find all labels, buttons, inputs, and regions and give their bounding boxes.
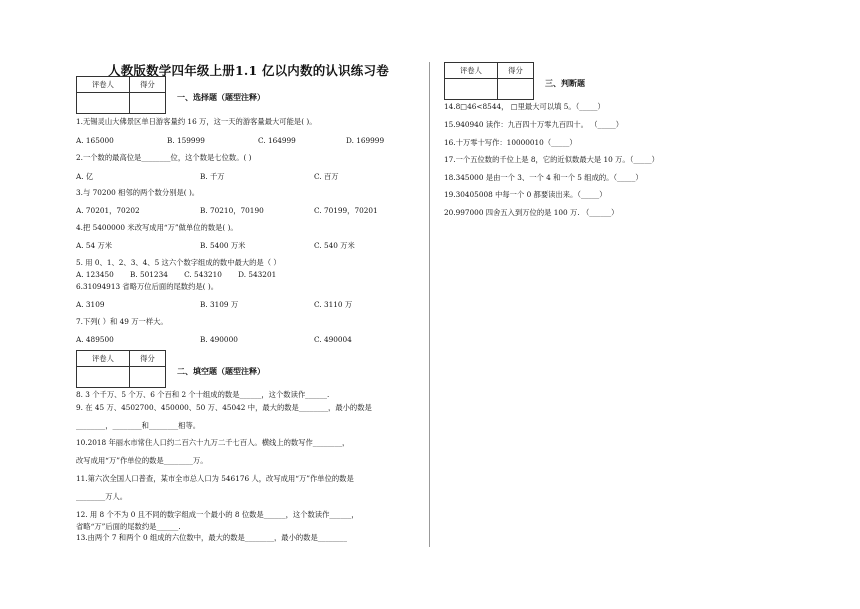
reviewer-label: 评卷人 bbox=[77, 77, 130, 93]
q3-option-c: C. 70199，70201 bbox=[314, 206, 378, 215]
question-6: 6.31094913 省略万位后面的尾数约是( )。 bbox=[76, 282, 218, 291]
score-box-1 bbox=[76, 76, 166, 114]
score-box-3 bbox=[444, 62, 534, 100]
q2-option-c: C. 百万 bbox=[314, 172, 339, 181]
question-2: 2.一个数的最高位是________位，这个数是七位数。( ) bbox=[76, 153, 252, 162]
q6-option-c: C. 3110 万 bbox=[314, 300, 353, 309]
question-15: 15.940940 读作：九百四十万零九百四十。 （_____） bbox=[444, 120, 624, 129]
q7-option-c: C. 490004 bbox=[314, 335, 352, 344]
section-choice-heading: 一、选择题（题型注释） bbox=[177, 92, 265, 102]
q2-option-a: A. 亿 bbox=[76, 172, 94, 181]
page-title: 人教版数学四年级上册1.1 亿以内数的认识练习卷 bbox=[108, 63, 389, 78]
question-14: 14.8□46<8544， □里最大可以填 5。（_____） bbox=[444, 102, 605, 111]
question-1: 1.无锡灵山大佛景区单日游客量约 16 万，这一天的游客量最大可能是( )。 bbox=[76, 117, 317, 126]
q6-option-a: A. 3109 bbox=[76, 300, 105, 309]
q2-option-b: B. 千万 bbox=[200, 172, 225, 181]
question-9-line-2: ________，________和________相等。 bbox=[76, 421, 201, 430]
question-19: 19.30405008 中每一个 0 都要读出来。（_____） bbox=[444, 190, 607, 199]
question-3: 3.与 70200 相邻的两个数分别是( )。 bbox=[76, 188, 200, 197]
q1-option-b: B. 159999 bbox=[167, 136, 205, 145]
question-12-line-1: 12. 用 8 个不为 0 且不同的数字组成一个最小的 8 位数是______，这个数读作______， bbox=[76, 510, 359, 519]
q6-option-b: B. 3109 万 bbox=[200, 300, 239, 309]
score-label: 得分 bbox=[497, 63, 533, 79]
reviewer-cell bbox=[77, 93, 130, 114]
reviewer-label: 评卷人 bbox=[77, 351, 130, 367]
score-cell bbox=[129, 367, 165, 388]
q1-option-d: D. 169999 bbox=[346, 136, 385, 145]
question-8: 8. 3 个千万、5 个万、6 个百和 2 个十组成的数是______，这个数读作______. bbox=[76, 390, 330, 399]
q4-option-c: C. 540 万米 bbox=[314, 241, 355, 250]
q3-option-a: A. 70201，70202 bbox=[76, 206, 140, 215]
reviewer-label: 评卷人 bbox=[445, 63, 498, 79]
q1-option-c: C. 164999 bbox=[258, 136, 296, 145]
score-cell bbox=[497, 79, 533, 100]
question-10-line-2: 改写成用“万”作单位的数是________万。 bbox=[76, 456, 208, 465]
q3-option-b: B. 70210，70190 bbox=[200, 206, 264, 215]
q4-option-a: A. 54 万米 bbox=[76, 241, 113, 250]
section-fill-heading: 二、填空题（题型注释） bbox=[177, 366, 265, 376]
question-9-line-1: 9. 在 45 万、4502700、450000、50 万、45042 中，最大的数是________，最小的数是 bbox=[76, 403, 372, 412]
question-16: 16.十万零十写作：10000010（_____） bbox=[444, 138, 577, 147]
q5-options: A. 123450 B. 501234 C. 543210 D. 543201 bbox=[76, 270, 277, 279]
question-17: 17.一个五位数的千位上是 8，它的近似数最大是 10 万。（_____） bbox=[444, 155, 659, 164]
score-label: 得分 bbox=[129, 77, 165, 93]
q7-option-b: B. 490000 bbox=[200, 335, 238, 344]
question-18: 18.345000 是由一个 3、一个 4 和一个 5 组成的。（_____） bbox=[444, 173, 643, 182]
question-12-line-2: 省略“万”后面的尾数约是______. bbox=[76, 522, 181, 531]
q4-option-b: B. 5400 万米 bbox=[200, 241, 246, 250]
score-cell bbox=[129, 93, 165, 114]
question-11-line-1: 11.第六次全国人口普查，某市全市总人口为 546176 人，改写成用“万”作单位的数是 bbox=[76, 474, 354, 483]
question-13: 13.由两个 7 和两个 0 组成的六位数中，最大的数是________，最小的数是________ bbox=[76, 533, 347, 542]
question-20: 20.997000 四舍五入到万位的是 100 万. （______） bbox=[444, 208, 619, 217]
question-7: 7.下列( ）和 49 万一样大。 bbox=[76, 317, 168, 326]
question-11-line-2: ________万人。 bbox=[76, 492, 128, 501]
reviewer-cell bbox=[445, 79, 498, 100]
score-box-2 bbox=[76, 350, 166, 388]
q7-option-a: A. 489500 bbox=[76, 335, 114, 344]
reviewer-cell bbox=[77, 367, 130, 388]
q1-option-a: A. 165000 bbox=[76, 136, 114, 145]
column-divider bbox=[429, 62, 430, 547]
question-4: 4.把 5400000 米改写成用“万”做单位的数是( )。 bbox=[76, 223, 238, 232]
question-10-line-1: 10.2018 年丽水市常住人口约二百六十九万二千七百人。横线上的数写作________， bbox=[76, 438, 350, 447]
question-5: 5. 用 0、1、2、3、4、5 这六个数字组成的数中最大的是（ ） bbox=[76, 258, 281, 267]
score-label: 得分 bbox=[129, 351, 165, 367]
section-judge-heading: 三、判断题 bbox=[545, 78, 585, 88]
